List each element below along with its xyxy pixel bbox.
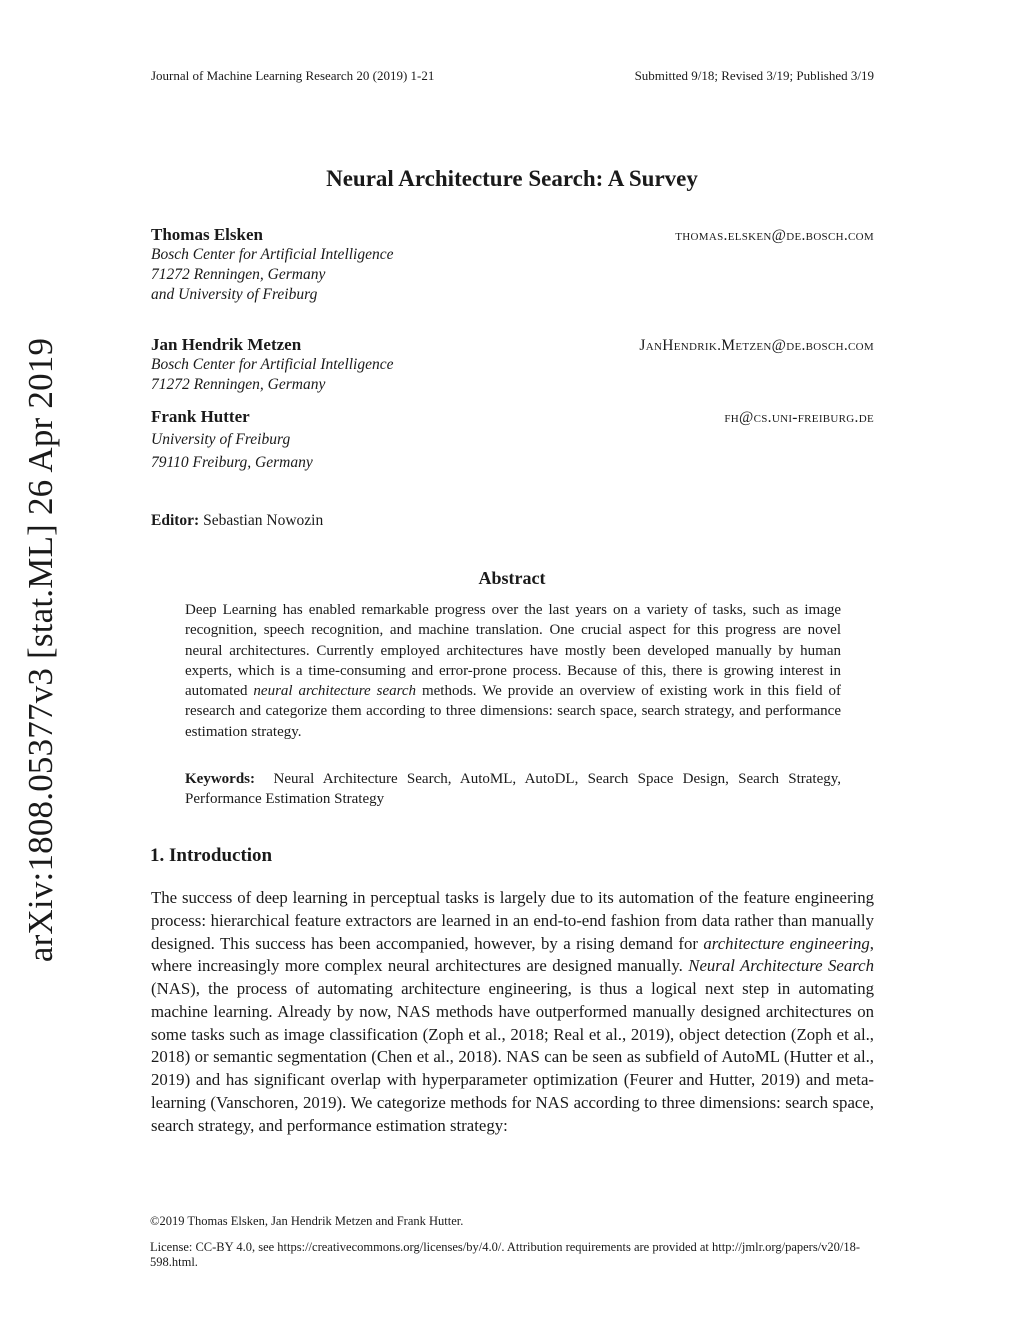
- author-affiliation: 71272 Renningen, Germany: [151, 266, 326, 283]
- journal-header: Journal of Machine Learning Research 20 (2019) 1-21: [151, 68, 435, 83]
- editor-label: Editor:: [151, 512, 200, 529]
- submission-dates: Submitted 9/18; Revised 3/19; Published 3/19: [634, 68, 874, 83]
- intro-paragraph: [151, 887, 874, 1137]
- intro-text: , where increasingly more complex neural architectures are designed manually.: [151, 933, 874, 976]
- author-affiliation: 71272 Renningen, Germany: [151, 376, 326, 393]
- copyright-line: ©2019 Thomas Elsken, Jan Hendrik Metzen and Frank Hutter.: [150, 1214, 464, 1228]
- intro-emphasis: Neural Architecture Search: [688, 956, 874, 976]
- author-affiliation: Bosch Center for Artificial Intelligence: [151, 246, 394, 263]
- author-email[interactable]: JanHendrik.Metzen@de.bosch.com: [639, 337, 874, 354]
- intro-emphasis: architecture engineering: [703, 933, 870, 953]
- license-line: License: CC-BY 4.0, see https://creativecommons.org/licenses/by/4.0/. Attribution requirements are provided at http://jmlr.org/papers/v20/18-598.html.: [150, 1240, 861, 1269]
- abstract-heading: Abstract: [478, 568, 546, 588]
- keywords-label: Keywords:: [185, 771, 255, 787]
- author-name: Frank Hutter: [151, 407, 250, 426]
- editor-line: [151, 512, 323, 530]
- intro-text: The success of deep learning in perceptual tasks is largely due to its automation of the feature engineering process: hierarchical feature extractors are learned in an end-to-end fashion from data rather than manually designed. This success has been accompanied, however, by a rising demand for: [151, 888, 874, 953]
- author-affiliation: 79110 Freiburg, Germany: [151, 454, 313, 471]
- author-affiliation: University of Freiburg: [151, 431, 291, 448]
- section-heading: 1. Introduction: [150, 845, 273, 866]
- arxiv-stamp-text: arXiv:1808.05377v3 [stat.ML] 26 Apr 2019: [21, 337, 60, 963]
- keywords: [185, 769, 841, 810]
- author-name: Jan Hendrik Metzen: [151, 335, 302, 354]
- abstract-text: methods. We provide an overview of existing work in this field of research and categorize them according to three dimensions: search space, search strategy, and performance estimation strategy.: [185, 683, 841, 740]
- abstract-text: Deep Learning has enabled remarkable progress over the last years on a variety of tasks, such as image recognition, speech recognition, and machine translation. One crucial aspect for this progress are novel neural architectures. Currently employed architectures have mostly been developed manually by human experts, which is a time-consuming and error-prone process. Because of this, there is growing interest in automated: [185, 602, 841, 700]
- author-name: Thomas Elsken: [151, 225, 263, 244]
- author-affiliation: Bosch Center for Artificial Intelligence: [151, 356, 394, 373]
- author-email[interactable]: thomas.elsken@de.bosch.com: [675, 227, 874, 244]
- editor-name: Sebastian Nowozin: [203, 512, 324, 529]
- author-affiliation: and University of Freiburg: [151, 286, 318, 303]
- keywords-text: Neural Architecture Search, AutoML, AutoDL, Search Space Design, Search Strategy, Performance Estimation Strategy: [185, 771, 841, 808]
- author-email[interactable]: fh@cs.uni-freiburg.de: [724, 409, 874, 426]
- paper-title: Neural Architecture Search: A Survey: [326, 166, 698, 191]
- intro-text: (NAS), the process of automating architecture engineering, is thus a logical next step in automating machine learning. Already by now, NAS methods have outperformed manually designed architectures on some tasks such as image classification (Zoph et al., 2018; Real et al., 2019), object detection (Zoph et al., 2018) or semantic segmentation (Chen et al., 2018). NAS can be seen as subfield of AutoML (Hutter et al., 2019) and has significant overlap with hyperparameter optimization (Feurer and Hutter, 2019) and meta-learning (Vanschoren, 2019). We categorize methods for NAS according to three dimensions: search space, search strategy, and performance estimation strategy:: [151, 979, 874, 1135]
- abstract-body: [185, 600, 841, 742]
- abstract-emphasis: neural architecture search: [253, 683, 417, 700]
